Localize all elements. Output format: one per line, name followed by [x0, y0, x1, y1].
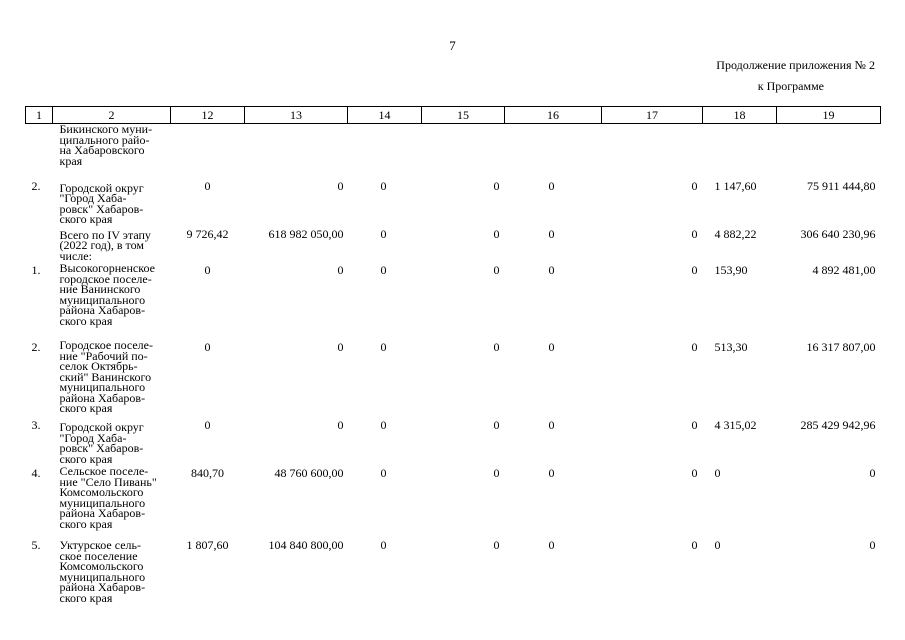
cell-col-18: 4 882,22	[714, 226, 757, 241]
row-number: 2.	[31, 340, 41, 354]
header-col-18: 18	[703, 107, 777, 124]
header-col-12: 12	[171, 107, 245, 124]
table-row	[26, 261, 881, 338]
cell-col-16: 0	[548, 178, 555, 193]
cell-col-14: 0	[380, 178, 387, 193]
cell-col-13: 0	[337, 178, 344, 193]
row-name: Городской округ "Город Хаба- ровск" Хабаров- ского края	[59, 180, 144, 226]
cell-col-15: 0	[493, 178, 500, 193]
table-row	[26, 177, 881, 225]
row-name: Всего по IV этапу (2022 год), в том числе:	[59, 227, 151, 263]
cell-col-18: 4 315,02	[714, 418, 757, 432]
cell-col-13: 0	[337, 418, 344, 432]
table-row	[26, 464, 881, 536]
cell-col-12: 840,70	[191, 466, 224, 480]
cell-col-12: 0	[204, 178, 211, 193]
row-name: Уктурское сель- ское поселение Комсомольского муниципального района Хабаров- ского края	[59, 538, 146, 605]
row-name: Сельское поселе- ние "Село Пивань" Комсомольского муниципального района Хабаров- ского края	[59, 464, 157, 531]
cell-col-19: 16 317 807,00	[806, 340, 876, 354]
cell-col-12: 9 726,42	[186, 226, 229, 241]
header-row	[26, 107, 881, 124]
cell-col-12	[171, 124, 245, 177]
header-col-15: 15	[422, 107, 505, 124]
table-row	[26, 124, 881, 177]
table-row	[26, 225, 881, 262]
cell-col-15: 0	[493, 340, 500, 354]
table-row	[26, 416, 881, 464]
cell-col-14	[348, 124, 422, 177]
program-note: к Программе	[757, 79, 824, 93]
cell-col-16	[505, 124, 602, 177]
cell-col-17: 0	[691, 340, 698, 354]
program-table	[25, 106, 881, 606]
cell-col-16: 0	[548, 466, 555, 480]
cell-col-16: 0	[548, 263, 555, 277]
cell-col-18: 513,30	[714, 340, 748, 354]
cell-col-12: 1 807,60	[186, 538, 229, 552]
cell-col-15: 0	[493, 263, 500, 277]
cell-col-14: 0	[380, 226, 387, 241]
cell-col-14: 0	[380, 340, 387, 354]
header-col-16: 16	[505, 107, 602, 124]
table-row	[26, 536, 881, 606]
cell-col-19	[777, 124, 881, 177]
cell-col-18: 153,90	[714, 263, 748, 277]
row-name: Городской округ "Город Хаба- ровск" Хабаров- ского края	[59, 420, 144, 466]
cell-col-16: 0	[548, 226, 555, 241]
page-number: 7	[449, 38, 456, 53]
cell-col-17: 0	[691, 263, 698, 277]
cell-col-13: 618 982 050,00	[268, 226, 344, 241]
cell-col-18: 1 147,60	[714, 178, 757, 193]
header-col-13: 13	[245, 107, 348, 124]
cell-col-17: 0	[691, 466, 698, 480]
cell-col-19: 0	[869, 538, 876, 552]
row-number: 3.	[31, 418, 41, 432]
cell-col-19: 0	[869, 466, 876, 480]
header-col-19: 19	[777, 107, 881, 124]
header-col-2: 2	[53, 107, 171, 124]
cell-col-13: 0	[337, 263, 344, 277]
cell-col-14: 0	[380, 466, 387, 480]
cell-col-17: 0	[691, 226, 698, 241]
row-name: Бикинского муни- ципального райо- на Хабаровского края	[59, 122, 153, 168]
cell-col-13	[245, 124, 348, 177]
cell-col-15: 0	[493, 466, 500, 480]
header-col-1: 1	[26, 107, 53, 124]
cell-col-17: 0	[691, 418, 698, 432]
cell-col-13: 0	[337, 340, 344, 354]
cell-col-18: 0	[714, 538, 721, 552]
cell-col-16: 0	[548, 340, 555, 354]
cell-col-18	[703, 124, 777, 177]
row-number	[26, 124, 53, 177]
cell-col-13: 104 840 800,00	[268, 538, 344, 552]
cell-col-18: 0	[714, 466, 721, 480]
header-col-17: 17	[602, 107, 703, 124]
cell-col-15: 0	[493, 538, 500, 552]
cell-col-19: 4 892 481,00	[812, 263, 876, 277]
row-number: 1.	[31, 263, 41, 277]
header-col-14: 14	[348, 107, 422, 124]
cell-col-14: 0	[380, 263, 387, 277]
appendix-continuation-note: Продолжение приложения № 2	[716, 58, 875, 72]
cell-col-17	[602, 124, 703, 177]
cell-col-17: 0	[691, 538, 698, 552]
cell-col-14: 0	[380, 538, 387, 552]
row-number: 5.	[31, 538, 41, 552]
cell-col-17: 0	[691, 178, 698, 193]
cell-col-16: 0	[548, 418, 555, 432]
table-row	[26, 338, 881, 416]
cell-col-13: 48 760 600,00	[274, 466, 344, 480]
row-number: 4.	[31, 466, 41, 480]
cell-col-12: 0	[204, 418, 211, 432]
cell-col-19: 75 911 444,80	[806, 178, 876, 193]
cell-col-12: 0	[204, 263, 211, 277]
cell-col-15: 0	[493, 418, 500, 432]
cell-col-16: 0	[548, 538, 555, 552]
cell-col-15	[422, 124, 505, 177]
cell-col-19: 285 429 942,96	[800, 418, 876, 432]
row-name: Городское поселе- ние "Рабочий по- селок Октябрь- ский" Ванинского муниципального района Хабаров- ского края	[59, 338, 153, 415]
row-number: 2.	[31, 178, 41, 193]
cell-col-14: 0	[380, 418, 387, 432]
cell-col-19: 306 640 230,96	[800, 226, 876, 241]
cell-col-12: 0	[204, 340, 211, 354]
row-name: Высокогорненское городское поселе- ние Ванинского муниципального района Хабаров- ского края	[59, 261, 155, 328]
cell-col-15: 0	[493, 226, 500, 241]
row-number	[26, 225, 53, 262]
